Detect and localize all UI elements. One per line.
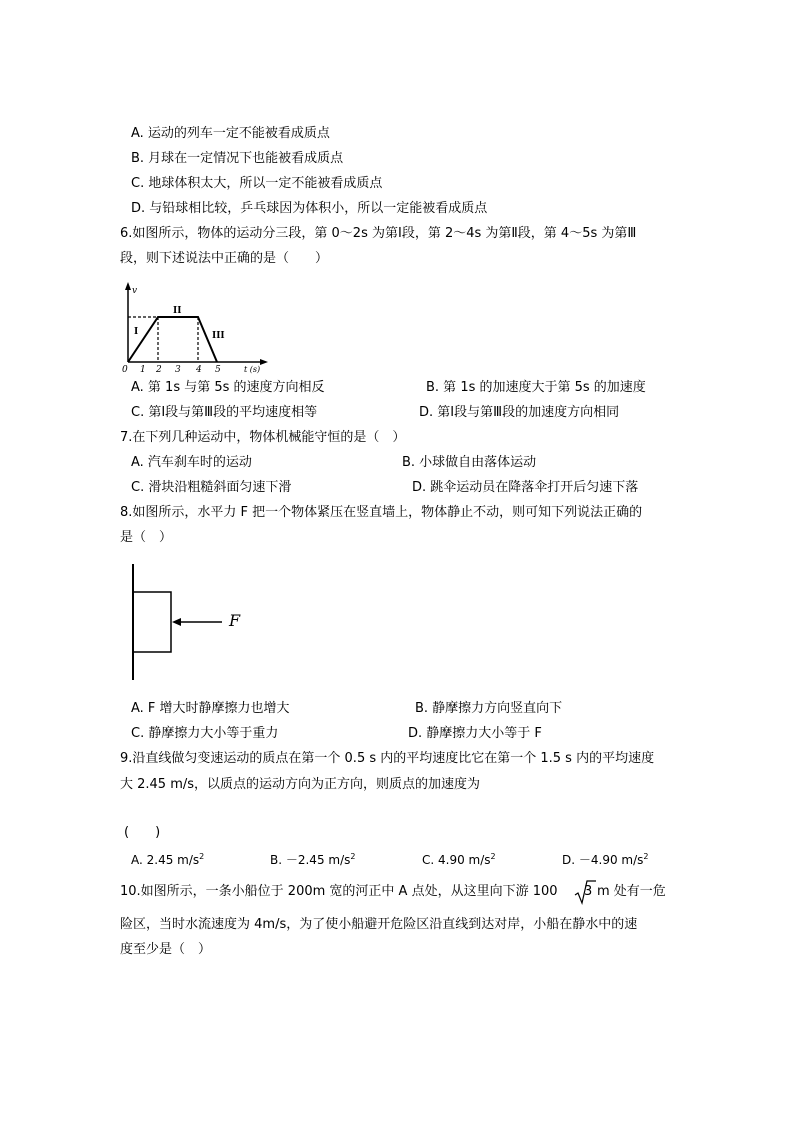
q6-velocity-time-graph bbox=[118, 280, 278, 380]
q8-stem-line1: 8.如图所示，水平力 F 把一个物体紧压在竖直墙上，物体静止不动，则可知下列说法正确的 bbox=[120, 505, 643, 520]
q6-stem-line2: 段，则下述说法中正确的是（ ） bbox=[120, 251, 329, 266]
q6-x-tick-4: 4 bbox=[196, 365, 202, 375]
q8-stem-line2: 是（ ） bbox=[120, 530, 173, 545]
q8-force-label: F bbox=[229, 611, 241, 630]
q7-stem: 7.在下列几种运动中，物体机械能守恒的是（ ） bbox=[120, 430, 406, 445]
q7-option-a: A. 汽车刹车时的运动 bbox=[131, 455, 252, 470]
q6-x-axis-label: t (s) bbox=[244, 365, 261, 374]
q8-option-b: B. 静摩擦力方向竖直向下 bbox=[415, 701, 563, 716]
q6-segment-label-3: III bbox=[212, 331, 225, 341]
q6-option-d: D. 第Ⅰ段与第Ⅲ段的加速度方向相同 bbox=[419, 405, 620, 420]
q6-x-tick-2: 2 bbox=[156, 365, 162, 375]
q5-option-a: A. 运动的列车一定不能被看成质点 bbox=[131, 126, 330, 141]
q10-stem-line1-part1: 10.如图所示，一条小船位于 200m 宽的河正中 A 点处，从这里向下游 100 bbox=[120, 884, 558, 899]
q9-option-c: C. 4.90 $m/s^2$ bbox=[422, 852, 496, 867]
q5-option-c: C. 地球体积太大，所以一定不能被看成质点 bbox=[131, 176, 383, 191]
q6-segment-label-2: II bbox=[173, 306, 182, 316]
q10-stem-line2: 险区，当时水流速度为 4m/s，为了使小船避开危险区沿直线到达对岸，小船在静水中的速 bbox=[120, 917, 638, 932]
q9-option-b: B. －2.45 $m/s^2$ bbox=[270, 852, 356, 867]
q8-wall-block-diagram bbox=[125, 560, 265, 685]
q7-option-d: D. 跳伞运动员在降落伞打开后匀速下落 bbox=[412, 480, 639, 495]
q6-option-b: B. 第 1s 的加速度大于第 5s 的加速度 bbox=[426, 380, 646, 395]
q6-option-c: C. 第Ⅰ段与第Ⅲ段的平均速度相等 bbox=[131, 405, 318, 420]
q9-option-d: D. －4.90 $m/s^2$ bbox=[562, 852, 649, 867]
q8-block bbox=[133, 592, 171, 652]
q8-option-c: C. 静摩擦力大小等于重力 bbox=[131, 726, 279, 741]
q8-force-arrow-head bbox=[172, 618, 181, 626]
q10-stem-line1-part2: m 处有一危 bbox=[597, 884, 666, 899]
q5-option-d: D. 与铅球相比较，乒乓球因为体积小，所以一定能被看成质点 bbox=[131, 201, 488, 216]
q6-stem-line1: 6.如图所示，物体的运动分三段，第 0～2s 为第Ⅰ段，第 2～4s 为第Ⅱ段，第 4～5s 为第Ⅲ bbox=[120, 226, 637, 241]
q9-answer-blank: ( ) bbox=[124, 825, 161, 840]
q6-x-tick-3: 3 bbox=[175, 365, 181, 375]
q6-x-tick-5: 5 bbox=[215, 365, 221, 375]
q5-option-b: B. 月球在一定情况下也能被看成质点 bbox=[131, 151, 344, 166]
q7-option-b: B. 小球做自由落体运动 bbox=[402, 455, 537, 470]
q10-stem-line3: 度至少是（ ） bbox=[120, 942, 212, 957]
q6-x-tick-0: 0 bbox=[122, 365, 128, 375]
q9-stem-line1: 9.沿直线做匀变速运动的质点在第一个 0.5 s 内的平均速度比它在第一个 1.5 s 内的平均速度 bbox=[120, 751, 655, 766]
q6-x-axis-arrow bbox=[260, 359, 268, 365]
q6-x-tick-1: 1 bbox=[140, 365, 146, 375]
q6-vt-line bbox=[128, 317, 217, 362]
q9-stem-line2: 大 2.45 m/s，以质点的运动方向为正方向，则质点的加速度为 bbox=[120, 777, 481, 792]
q6-option-a: A. 第 1s 与第 5s 的速度方向相反 bbox=[131, 380, 325, 395]
q6-segment-label-1: I bbox=[134, 327, 139, 337]
q6-y-axis-label: v bbox=[132, 286, 138, 296]
q8-option-d: D. 静摩擦力大小等于 F bbox=[408, 726, 542, 741]
q9-option-a: A. 2.45 $m/s^2$ bbox=[131, 852, 205, 867]
q7-option-c: C. 滑块沿粗糙斜面匀速下滑 bbox=[131, 480, 292, 495]
q10-sqrt-value: 3 bbox=[584, 884, 593, 899]
q8-option-a: A. F 增大时静摩擦力也增大 bbox=[131, 701, 290, 716]
q6-y-axis-arrow bbox=[125, 282, 131, 290]
